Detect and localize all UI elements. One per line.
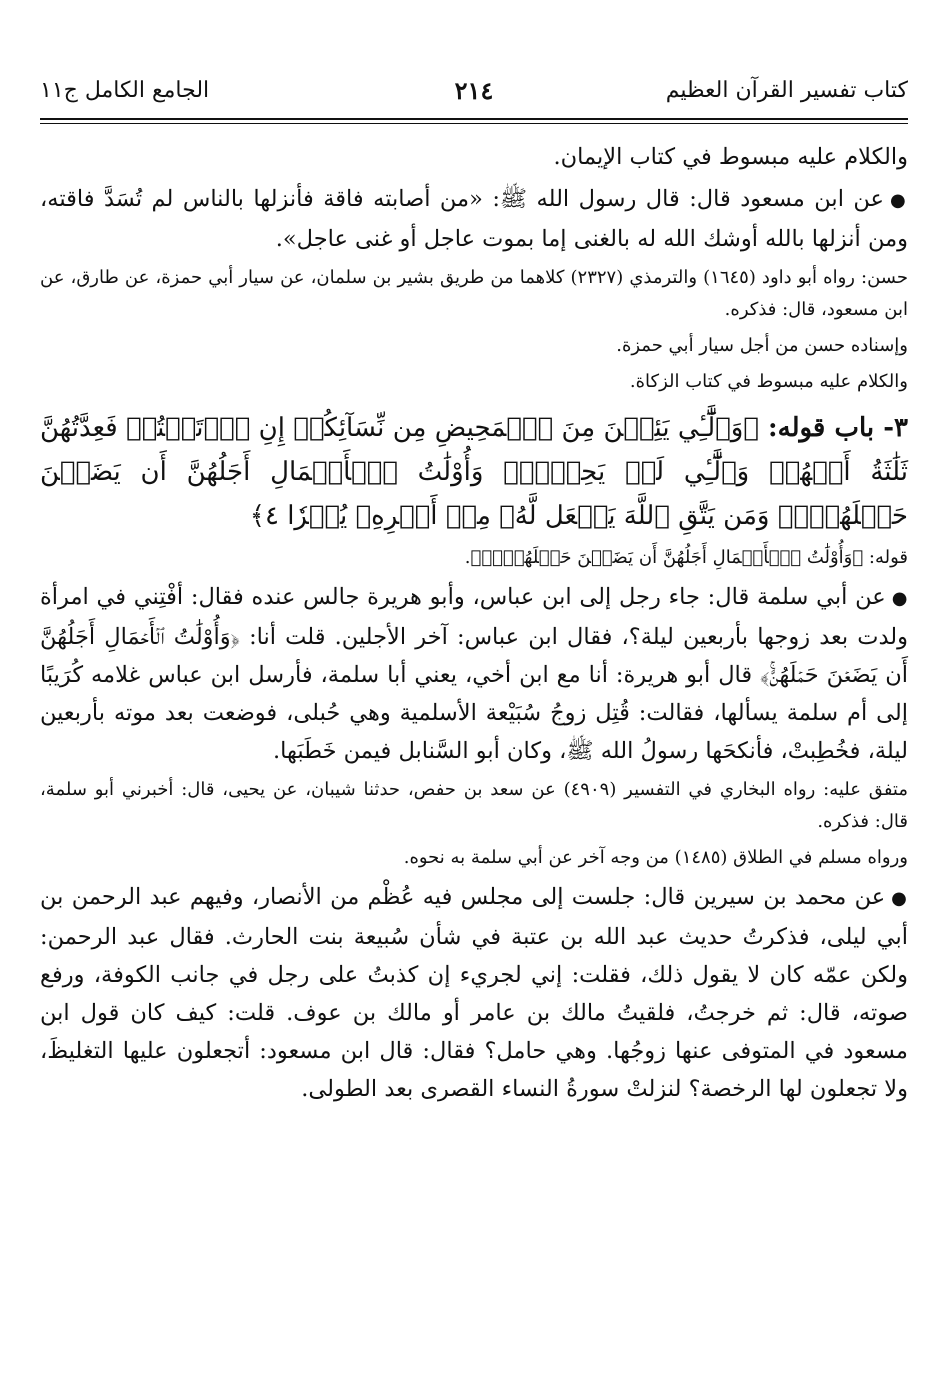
paragraph-text: وإسناده حسن من أجل سيار أبي حمزة.	[616, 335, 908, 356]
isnad-note	[40, 330, 908, 362]
paragraph-text: ورواه مسلم في الطلاق (١٤٨٥) من وجه آخر عن أبي سلمة به نحوه.	[403, 847, 908, 868]
hadith-ibn-sirin	[40, 878, 908, 1108]
paragraph-text: حسن: رواه أبو داود (١٦٤٥) والترمذي (٢٣٢٧) كلاهما من طريق بشير بن سلمان، عن سيار أبي حمزة، عن طارق، عن ابن مسعود، قال: فذكره.	[40, 267, 908, 320]
takhrij-bukhari	[40, 774, 908, 838]
paragraph-iman-note	[40, 138, 908, 176]
quran-verse: ﴿وَٱلَّٰٓـِٔي يَئِسۡنَ مِنَ ٱلۡمَحِيضِ مِن نِّسَآئِكُمۡ إِنِ ٱرۡتَبۡتُمۡ فَعِدَّتُهُنَّ ثَلَٰثَةُ أَشۡهُرٖ وَٱلَّٰٓـِٔي لَمۡ يَحِضۡنَۚ وَأُوْلَٰتُ ٱلۡأَحۡمَالِ أَجَلُهُنَّ أَن يَضَعۡنَ حَمۡلَهُنَّۚ وَمَن يَتَّقِ ٱللَّهَ يَجۡعَل لَّهُۥ مِنۡ أَمۡرِهِۦ يُسۡرٗا ٤﴾	[40, 413, 908, 531]
chapter-label: ٣- باب قوله:	[768, 413, 908, 443]
hadith-abu-salama	[40, 578, 908, 770]
bullet-icon: ●	[891, 888, 908, 909]
chapter-heading	[40, 406, 908, 538]
zakat-note	[40, 366, 908, 398]
verse-quote	[40, 542, 908, 574]
header-rule-thin	[40, 123, 908, 124]
takhrij-muslim	[40, 842, 908, 874]
paragraph-text: عن أبي سلمة قال: جاء رجل إلى ابن عباس، وأبو هريرة جالس عنده فقال: أفْتِني في امرأة ولدت بعد زوجها بأربعين ليلة؟، فقال ابن عباس: آخر الأجلين. قلت أنا: ﴿وَأُوْلَٰتُ ٱلۡأَحۡمَالِ أَجَلُهُنَّ أَن يَضَعۡنَ حَمۡلَهُنَّۚ﴾ قال أبو هريرة: أنا مع ابن أخي، يعني أبا سلمة، فأرسل ابن عباس غلامه كُرَيبًا إلى أم سلمة يسألها، فقالت: قُتِل زوجُ سُبَيْعة الأسلمية وهي حُبلى، فوضعت بعد موته بأربعين ليلة، فخُطِبتْ، فأنكحَها رسولُ الله ﷺ، وكان أبو السَّنابل فيمن خَطَبَها.	[40, 584, 908, 764]
paragraph-text: عن محمد بن سيرين قال: جلست إلى مجلس فيه عُظْم من الأنصار، وفيهم عبد الرحمن بن أبي ليلى، فذكرتُ حديث عبد الله بن عتبة في شأن سُبيعة بنت الحارث. فقال عبد الرحمن: ولكن عمّه كان لا يقول ذلك، فقلت: إني لجريء إن كذبتُ على رجل في جانب الكوفة، ورفع صوته، قال: ثم خرجتُ، فلقيتُ مالك بن عامر أو مالك بن عوف. قلت: كيف كان قول ابن مسعود في المتوفى عنها زوجُها. وهي حامل؟ فقال: قال ابن مسعود: أتجعلون عليها التغليظَ، ولا تجعلون لها الرخصة؟ لنزلتْ سورةُ النساء القصرى بعد الطولى.	[40, 884, 908, 1102]
hadith-ibn-masud	[40, 180, 908, 258]
bullet-icon: ●	[891, 588, 908, 609]
page-number: ٢١٤	[454, 76, 494, 105]
header-rule-thick	[40, 118, 908, 120]
takhrij-note-1	[40, 262, 908, 326]
book-title: كتاب تفسير القرآن العظيم	[665, 78, 908, 103]
paragraph-text: والكلام عليه مبسوط في كتاب الزكاة.	[629, 371, 908, 392]
paragraph-text: قوله: ﴿وَأُوْلَٰتُ ٱلۡأَحۡمَالِ أَجَلُهُنَّ أَن يَضَعۡنَ حَمۡلَهُنَّۚ﴾.	[464, 547, 908, 568]
bullet-icon: ●	[889, 190, 908, 211]
volume-label: الجامع الكامل ج١١	[40, 78, 210, 103]
paragraph-text: والكلام عليه مبسوط في كتاب الإيمان.	[553, 144, 908, 170]
page-body	[40, 138, 908, 1108]
page-header	[40, 70, 908, 110]
paragraph-text: عن ابن مسعود قال: قال رسول الله ﷺ: «من أصابته فاقة فأنزلها بالناس لم تُسَدَّ فاقته، ومن أنزلها بالله أوشك الله له بالغنى إما بموت عاجل أو غنى عاجل».	[40, 186, 908, 252]
paragraph-text: متفق عليه: رواه البخاري في التفسير (٤٩٠٩) عن سعد بن حفص، حدثنا شيبان، عن يحيى، قال: أخبرني أبو سلمة، قال: فذكره.	[40, 779, 909, 832]
